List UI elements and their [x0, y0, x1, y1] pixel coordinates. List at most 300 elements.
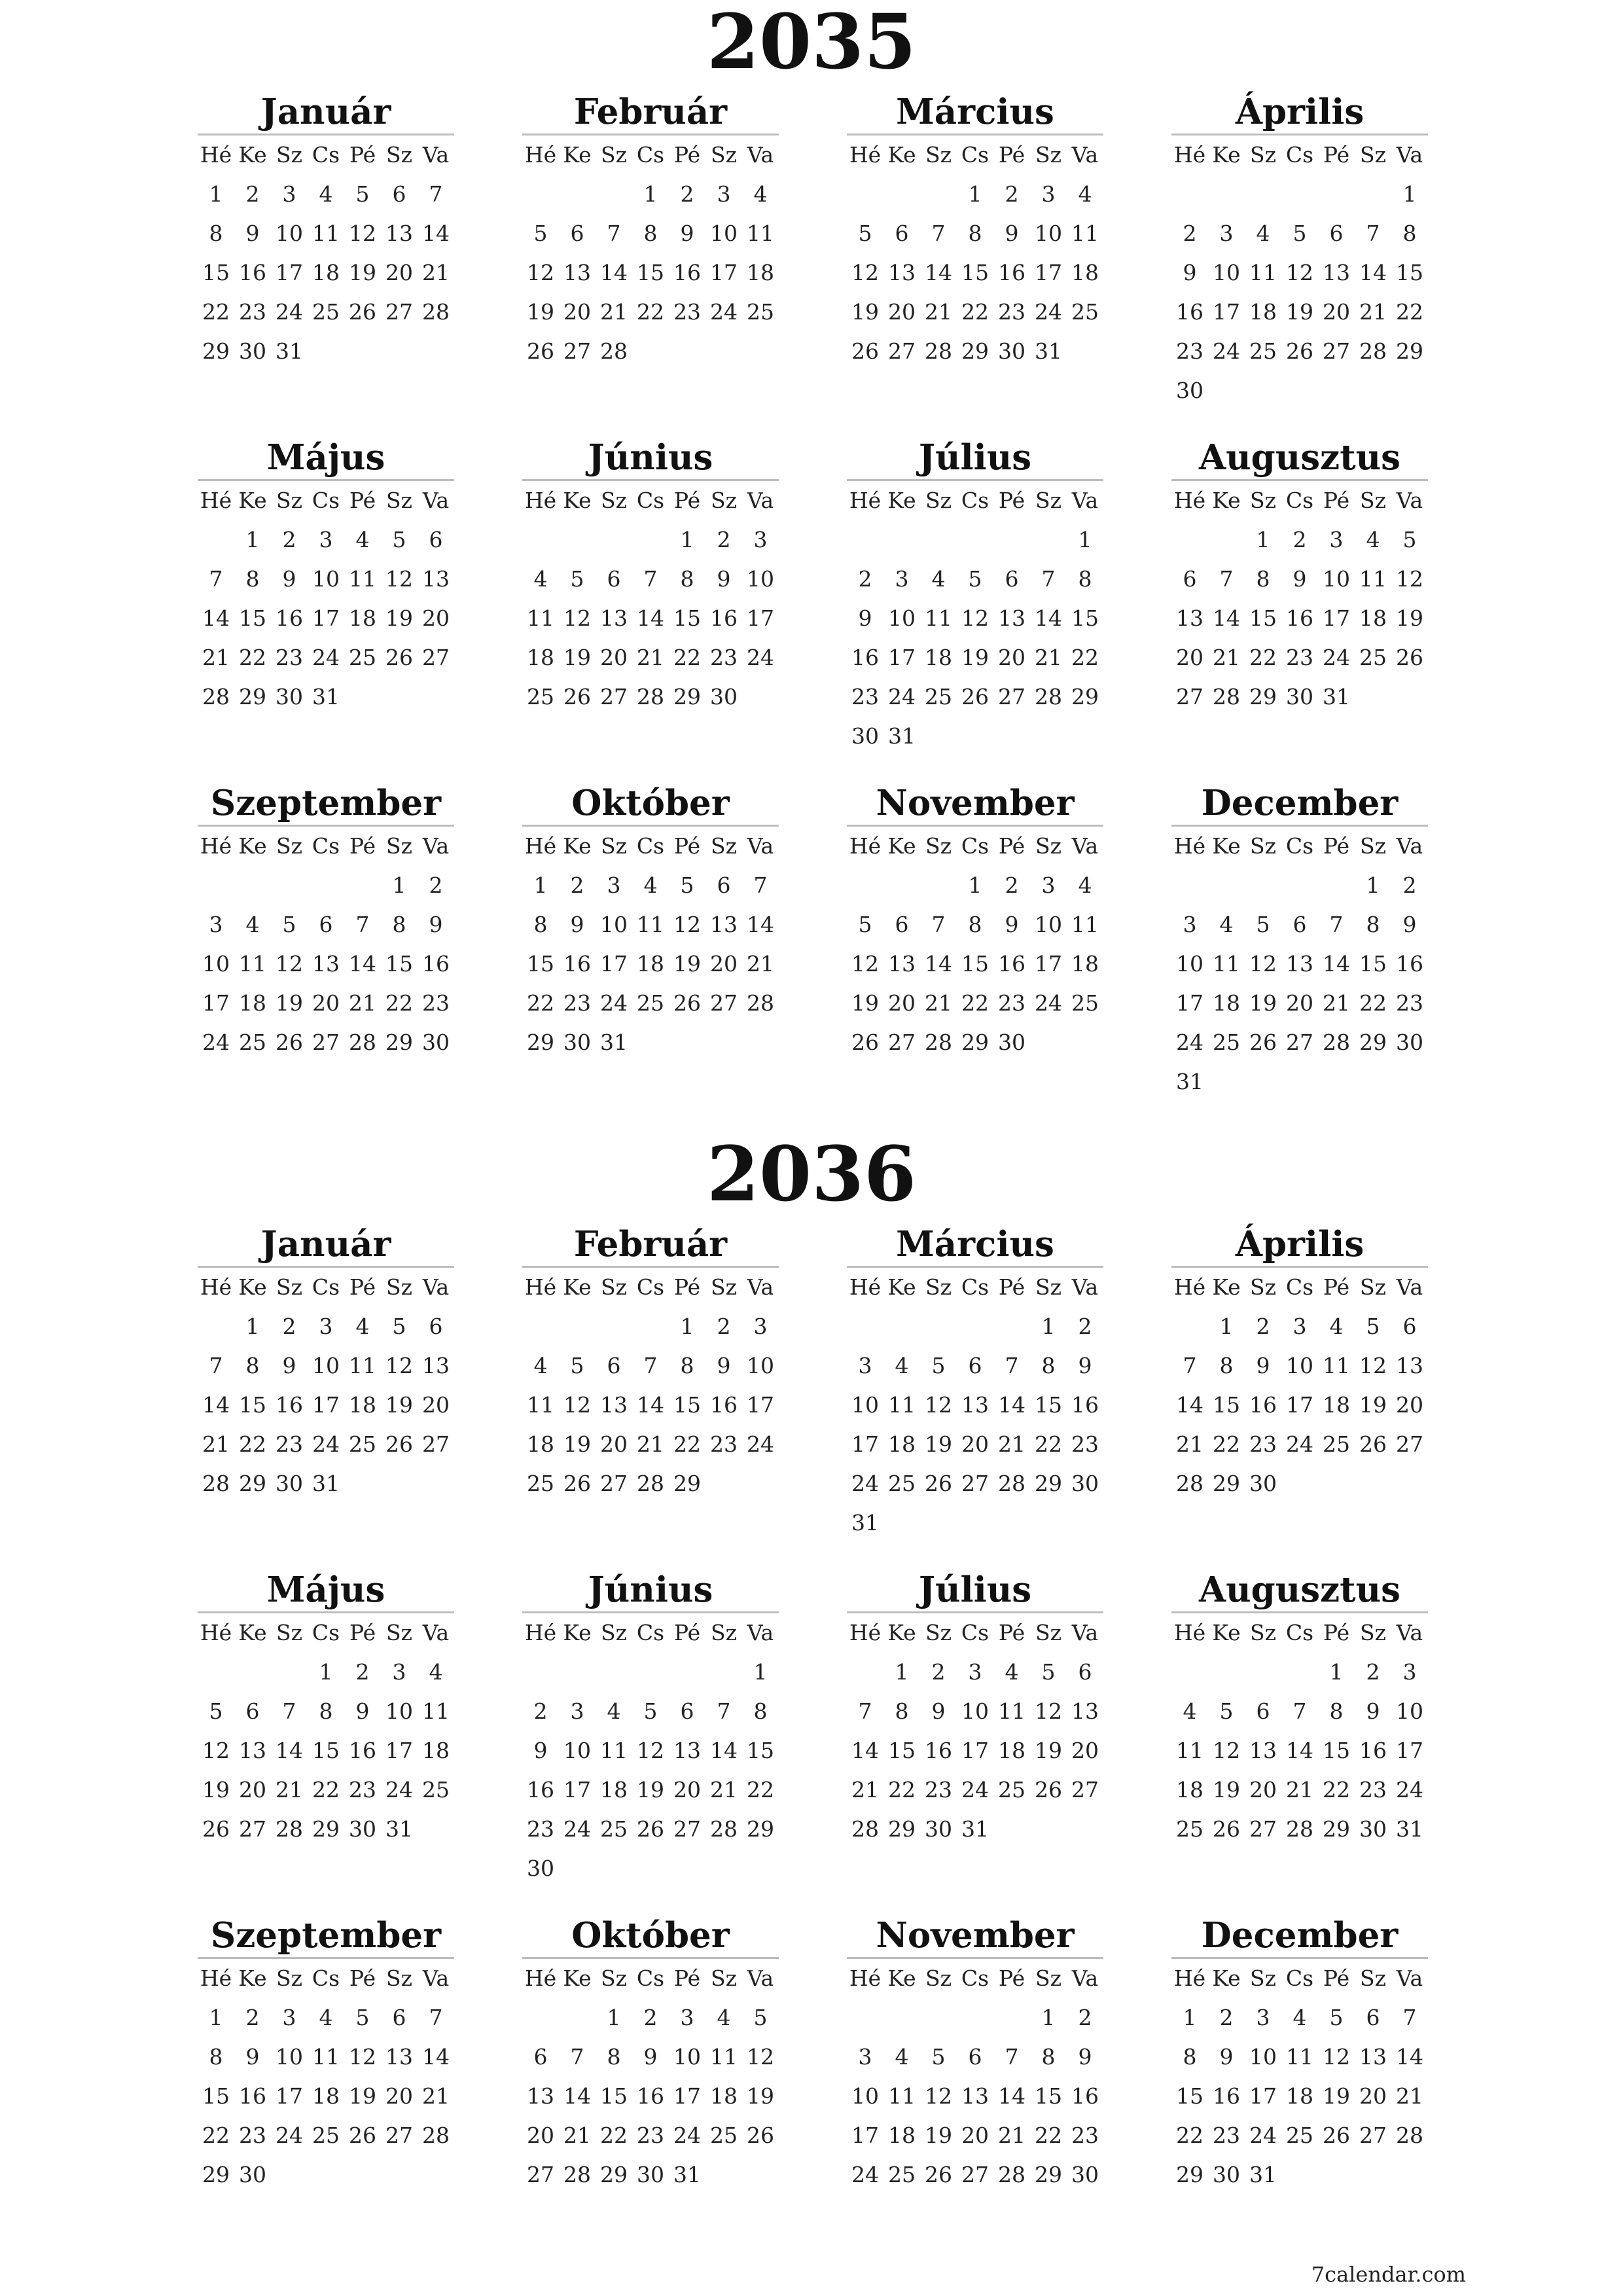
day-cell: 15	[600, 2083, 628, 2109]
day-cell: 18	[1071, 951, 1099, 977]
day-cell: 4	[753, 181, 768, 207]
weekday-label: Ke	[887, 833, 916, 859]
day-cell: 15	[673, 605, 701, 631]
day-cell: 4	[533, 1353, 548, 1378]
day-cell: 18	[1249, 299, 1277, 325]
weekday-header	[847, 1611, 1103, 1653]
day-cell: 25	[998, 1777, 1026, 1803]
weekday-header	[198, 134, 454, 175]
day-cell: 1	[1256, 527, 1270, 552]
day-cell: 13	[961, 2083, 989, 2109]
empty-day-cell	[957, 717, 993, 756]
day-cell: 17	[312, 605, 340, 631]
day-cell: 9	[570, 912, 584, 937]
weekday-header	[198, 1266, 454, 1307]
day-cell: 14	[710, 1738, 738, 1763]
day-cell: 31	[1176, 1069, 1204, 1094]
day-cell: 5	[1402, 527, 1417, 552]
day-cell: 10	[1035, 912, 1062, 937]
empty-day-cell	[632, 520, 669, 560]
empty-day-cell	[705, 332, 742, 371]
day-cell: 13	[422, 566, 450, 592]
day-cell: 14	[1035, 605, 1062, 631]
empty-day-cell	[957, 1998, 993, 2037]
weekday-label: Sz	[711, 1965, 737, 1991]
day-cell: 28	[710, 1816, 738, 1842]
day-cell: 29	[385, 1030, 413, 1055]
day-cell: 7	[209, 1353, 223, 1378]
empty-day-cell	[632, 1023, 669, 1062]
week-row	[847, 2155, 1103, 2195]
day-cell: 23	[710, 645, 738, 670]
month-block	[522, 781, 779, 1062]
weekday-label: Sz	[276, 833, 302, 859]
day-cell: 21	[710, 1777, 738, 1803]
day-cell: 2	[717, 1314, 731, 1339]
day-cell: 20	[888, 299, 916, 325]
day-cell: 8	[245, 566, 260, 592]
weekday-label: Sz	[1360, 1274, 1386, 1300]
day-cell: 22	[239, 645, 266, 670]
month-block	[198, 1568, 454, 1849]
empty-day-cell	[308, 866, 344, 905]
week-row	[1171, 1346, 1428, 1386]
day-cell: 11	[747, 221, 774, 246]
weekday-label: Sz	[925, 1965, 952, 1991]
day-cell: 18	[349, 605, 376, 631]
day-cell: 8	[245, 1353, 260, 1378]
day-cell: 23	[637, 2123, 664, 2148]
day-cell: 21	[1035, 645, 1062, 670]
month-name: Május	[266, 1570, 385, 1610]
weekday-header	[1171, 1611, 1428, 1653]
week-row	[847, 560, 1103, 599]
day-cell: 25	[1323, 1431, 1350, 1457]
day-cell: 22	[747, 1777, 774, 1803]
day-cell: 8	[607, 2044, 621, 2070]
month-block	[847, 436, 1103, 756]
day-cell: 19	[276, 990, 303, 1016]
day-cell: 19	[1359, 1392, 1387, 1418]
day-cell: 15	[239, 1392, 266, 1418]
day-cell: 18	[239, 990, 266, 1016]
day-cell: 29	[888, 1816, 916, 1842]
day-cell: 12	[563, 605, 591, 631]
day-cell: 6	[1402, 1314, 1417, 1339]
empty-day-cell	[1281, 175, 1318, 214]
month-block	[198, 1223, 454, 1503]
empty-day-cell	[1391, 1062, 1428, 1102]
day-cell: 16	[710, 1392, 738, 1418]
empty-day-cell	[705, 1464, 742, 1503]
day-cell: 18	[349, 1392, 376, 1418]
week-row	[198, 1023, 454, 1062]
day-cell: 14	[600, 260, 628, 285]
empty-day-cell	[705, 1653, 742, 1692]
weekday-label: Pé	[998, 1274, 1026, 1300]
day-cell: 12	[1396, 566, 1423, 592]
day-cell: 30	[276, 1471, 303, 1496]
weekday-label: Sz	[925, 1620, 952, 1645]
weekday-label: Sz	[711, 1620, 737, 1645]
day-cell: 11	[527, 605, 554, 631]
day-cell: 17	[1035, 260, 1062, 285]
day-cell: 29	[673, 684, 701, 709]
weekday-label: Cs	[312, 1620, 340, 1645]
day-cell: 30	[998, 338, 1026, 364]
day-cell: 12	[527, 260, 554, 285]
day-cell: 2	[282, 527, 296, 552]
day-cell: 13	[1176, 605, 1204, 631]
day-cell: 20	[1176, 645, 1204, 670]
day-cell: 9	[1366, 1698, 1380, 1724]
empty-day-cell	[920, 1503, 957, 1543]
weekday-label: Ke	[1212, 1965, 1241, 1991]
day-cell: 8	[968, 221, 982, 246]
empty-day-cell	[847, 1307, 883, 1346]
day-cell: 29	[1323, 1816, 1350, 1842]
day-cell: 16	[1213, 2083, 1240, 2109]
week-row	[847, 1464, 1103, 1503]
day-cell: 28	[747, 990, 774, 1016]
day-cell: 7	[931, 912, 946, 937]
day-cell: 1	[607, 2005, 621, 2030]
day-cell: 9	[643, 2044, 658, 2070]
week-row	[198, 2155, 454, 2195]
empty-day-cell	[596, 1653, 632, 1692]
day-cell: 5	[931, 1353, 946, 1378]
weekday-label: Cs	[1285, 142, 1314, 168]
week-row	[522, 1770, 779, 1810]
weekday-label: Hé	[1173, 1620, 1206, 1645]
day-cell: 3	[607, 872, 621, 898]
day-cell: 18	[998, 1738, 1026, 1763]
day-cell: 3	[1041, 181, 1056, 207]
empty-day-cell	[381, 1464, 418, 1503]
empty-day-cell	[920, 1998, 957, 2037]
week-row	[522, 866, 779, 905]
day-cell: 25	[239, 1030, 266, 1055]
day-cell: 2	[1005, 181, 1019, 207]
empty-day-cell	[920, 1307, 957, 1346]
empty-day-cell	[1318, 175, 1355, 214]
day-cell: 4	[1183, 1698, 1197, 1724]
empty-day-cell	[1355, 175, 1391, 214]
day-cell: 6	[607, 566, 621, 592]
weekday-label: Hé	[849, 488, 882, 513]
weekday-label: Pé	[349, 488, 376, 513]
empty-day-cell	[596, 520, 632, 560]
weekday-label: Hé	[849, 1274, 882, 1300]
day-cell: 8	[643, 221, 658, 246]
weekday-label: Cs	[1285, 1965, 1314, 1991]
empty-day-cell	[198, 520, 234, 560]
day-cell: 7	[1293, 1698, 1307, 1724]
day-cell: 14	[276, 1738, 303, 1763]
day-cell: 29	[1359, 1030, 1387, 1055]
week-row	[1171, 1998, 1428, 2037]
day-cell: 18	[1286, 2083, 1313, 2109]
weekday-label: Pé	[1323, 142, 1350, 168]
day-cell: 28	[1286, 1816, 1313, 1842]
week-row	[198, 1810, 454, 1849]
weekday-label: Pé	[349, 833, 376, 859]
day-cell: 25	[888, 2162, 916, 2187]
footer-site[interactable]: 7calendar.com	[1311, 2262, 1466, 2287]
day-cell: 26	[1213, 1816, 1240, 1842]
day-cell: 15	[1035, 2083, 1062, 2109]
day-cell: 2	[1402, 872, 1417, 898]
weekday-label: Sz	[601, 1620, 627, 1645]
weekday-label: Ke	[238, 1965, 267, 1991]
empty-day-cell	[742, 1023, 779, 1062]
day-cell: 24	[312, 645, 340, 670]
weekday-header	[847, 1266, 1103, 1307]
weekday-label: Sz	[276, 1620, 302, 1645]
day-cell: 11	[1176, 1738, 1204, 1763]
day-cell: 31	[888, 723, 916, 749]
day-cell: 19	[925, 1431, 952, 1457]
day-cell: 22	[673, 645, 701, 670]
weekday-label: Cs	[961, 833, 990, 859]
empty-day-cell	[198, 1653, 234, 1692]
week-row	[522, 905, 779, 944]
day-cell: 25	[1359, 645, 1387, 670]
empty-day-cell	[381, 332, 418, 371]
month-block	[198, 436, 454, 717]
weekday-label: Va	[1071, 833, 1099, 859]
weekday-label: Ke	[238, 1274, 267, 1300]
day-cell: 10	[747, 566, 774, 592]
day-cell: 8	[1219, 1353, 1234, 1378]
day-cell: 25	[527, 684, 554, 709]
empty-day-cell	[847, 1998, 883, 2037]
day-cell: 6	[1183, 566, 1197, 592]
empty-day-cell	[344, 866, 381, 905]
day-cell: 23	[925, 1777, 952, 1803]
day-cell: 12	[349, 2044, 376, 2070]
day-cell: 4	[1078, 872, 1092, 898]
day-cell: 14	[747, 912, 774, 937]
week-row	[1171, 2037, 1428, 2077]
day-cell: 19	[1323, 2083, 1350, 2109]
day-cell: 20	[710, 951, 738, 977]
day-cell: 4	[607, 1698, 621, 1724]
weekday-label: Va	[1071, 1965, 1099, 1991]
month-name: Április	[1235, 92, 1364, 132]
weekday-label: Cs	[636, 1965, 665, 1991]
day-cell: 9	[282, 1353, 296, 1378]
day-cell: 22	[888, 1777, 916, 1803]
day-cell: 8	[753, 1698, 768, 1724]
weekday-label: Ke	[563, 1965, 592, 1991]
day-cell: 5	[1366, 1314, 1380, 1339]
day-cell: 2	[533, 1698, 548, 1724]
empty-day-cell	[1208, 866, 1245, 905]
weekday-label: Sz	[711, 488, 737, 513]
week-row	[198, 984, 454, 1023]
week-row	[522, 1731, 779, 1770]
day-cell: 24	[1035, 990, 1062, 1016]
day-cell: 1	[753, 1659, 768, 1685]
day-cell: 24	[1396, 1777, 1423, 1803]
day-cell: 4	[245, 912, 260, 937]
day-cell: 3	[1402, 1659, 1417, 1685]
week-row	[847, 944, 1103, 984]
weekday-header	[847, 825, 1103, 866]
day-cell: 6	[717, 872, 731, 898]
month-block	[1171, 1223, 1428, 1503]
day-cell: 18	[527, 645, 554, 670]
day-cell: 29	[961, 1030, 989, 1055]
week-row	[522, 1464, 779, 1503]
week-row	[1171, 1692, 1428, 1731]
day-cell: 30	[637, 2162, 664, 2187]
weekday-label: Cs	[636, 833, 665, 859]
day-cell: 12	[349, 221, 376, 246]
week-row	[198, 1346, 454, 1386]
day-cell: 6	[1078, 1659, 1092, 1685]
week-row	[198, 1998, 454, 2037]
day-cell: 25	[1213, 1030, 1240, 1055]
day-cell: 16	[673, 260, 701, 285]
day-cell: 24	[851, 1471, 879, 1496]
empty-day-cell	[669, 1849, 705, 1888]
week-row	[1171, 560, 1428, 599]
weekday-header	[198, 1611, 454, 1653]
day-cell: 12	[673, 912, 701, 937]
day-cell: 10	[710, 221, 738, 246]
day-cell: 26	[925, 1471, 952, 1496]
day-cell: 22	[673, 1431, 701, 1457]
day-cell: 29	[961, 338, 989, 364]
month-name: Október	[571, 783, 730, 823]
weekday-label: Hé	[200, 833, 232, 859]
day-cell: 15	[312, 1738, 340, 1763]
day-cell: 2	[858, 566, 872, 592]
day-cell: 10	[961, 1698, 989, 1724]
day-cell: 9	[858, 605, 872, 631]
day-cell: 4	[1005, 1659, 1019, 1685]
day-cell: 25	[349, 1431, 376, 1457]
week-row	[522, 1849, 779, 1888]
month-block	[198, 90, 454, 371]
day-cell: 22	[961, 990, 989, 1016]
weekday-label: Va	[747, 142, 774, 168]
day-cell: 4	[895, 1353, 909, 1378]
day-cell: 25	[312, 2123, 340, 2148]
day-cell: 3	[680, 2005, 694, 2030]
week-row	[522, 1810, 779, 1849]
day-cell: 23	[239, 2123, 266, 2148]
day-cell: 17	[710, 260, 738, 285]
day-cell: 7	[1005, 1353, 1019, 1378]
day-cell: 2	[931, 1659, 946, 1685]
day-cell: 1	[895, 1659, 909, 1685]
empty-day-cell	[559, 1307, 596, 1346]
week-row	[198, 638, 454, 677]
day-cell: 26	[637, 1816, 664, 1842]
day-cell: 24	[1286, 1431, 1313, 1457]
weekday-label: Hé	[524, 1620, 557, 1645]
day-cell: 1	[1219, 1314, 1234, 1339]
day-cell: 10	[563, 1738, 591, 1763]
weekday-label: Ke	[887, 142, 916, 168]
day-cell: 25	[600, 1816, 628, 1842]
month-name: December	[1201, 783, 1399, 823]
weekday-label: Sz	[601, 1965, 627, 1991]
day-cell: 23	[673, 299, 701, 325]
day-cell: 7	[570, 2044, 584, 2070]
week-row	[1171, 1307, 1428, 1346]
day-cell: 12	[961, 605, 989, 631]
empty-day-cell	[883, 1307, 920, 1346]
day-cell: 12	[385, 1353, 413, 1378]
day-cell: 15	[888, 1738, 916, 1763]
day-cell: 20	[998, 645, 1026, 670]
day-cell: 24	[385, 1777, 413, 1803]
day-cell: 21	[998, 2123, 1026, 2148]
day-cell: 4	[319, 181, 333, 207]
day-cell: 4	[1078, 181, 1092, 207]
weekday-label: Cs	[1285, 833, 1314, 859]
month-name: Február	[573, 1224, 728, 1265]
day-cell: 5	[643, 1698, 658, 1724]
week-row	[198, 944, 454, 984]
day-cell: 3	[209, 912, 223, 937]
day-cell: 27	[1071, 1777, 1099, 1803]
week-row	[198, 520, 454, 560]
empty-day-cell	[1245, 1062, 1281, 1102]
empty-day-cell	[522, 520, 559, 560]
weekday-label: Va	[1396, 1965, 1423, 1991]
day-cell: 22	[527, 990, 554, 1016]
day-cell: 16	[998, 260, 1026, 285]
month-name: Október	[571, 1915, 730, 1956]
empty-day-cell	[1208, 1062, 1245, 1102]
week-row	[522, 253, 779, 293]
day-cell: 1	[1366, 872, 1380, 898]
day-cell: 4	[643, 872, 658, 898]
month-block	[522, 1223, 779, 1503]
weekday-label: Ke	[887, 488, 916, 513]
day-cell: 4	[355, 1314, 370, 1339]
day-cell: 22	[961, 299, 989, 325]
day-cell: 24	[747, 645, 774, 670]
day-cell: 18	[1323, 1392, 1350, 1418]
day-cell: 19	[563, 645, 591, 670]
empty-day-cell	[596, 175, 632, 214]
day-cell: 14	[637, 1392, 664, 1418]
day-cell: 7	[858, 1698, 872, 1724]
day-cell: 28	[637, 684, 664, 709]
empty-day-cell	[522, 1998, 559, 2037]
week-row	[198, 1692, 454, 1731]
empty-day-cell	[1355, 371, 1391, 410]
empty-day-cell	[1391, 371, 1428, 410]
day-cell: 26	[1323, 2123, 1350, 2148]
weekday-label: Ke	[238, 1620, 267, 1645]
day-cell: 11	[1249, 260, 1277, 285]
weekday-label: Cs	[312, 142, 340, 168]
day-cell: 3	[895, 566, 909, 592]
month-block	[1171, 90, 1428, 410]
day-cell: 9	[717, 1353, 731, 1378]
day-cell: 26	[202, 1816, 230, 1842]
day-cell: 13	[1323, 260, 1350, 285]
day-cell: 18	[925, 645, 952, 670]
day-cell: 16	[851, 645, 879, 670]
